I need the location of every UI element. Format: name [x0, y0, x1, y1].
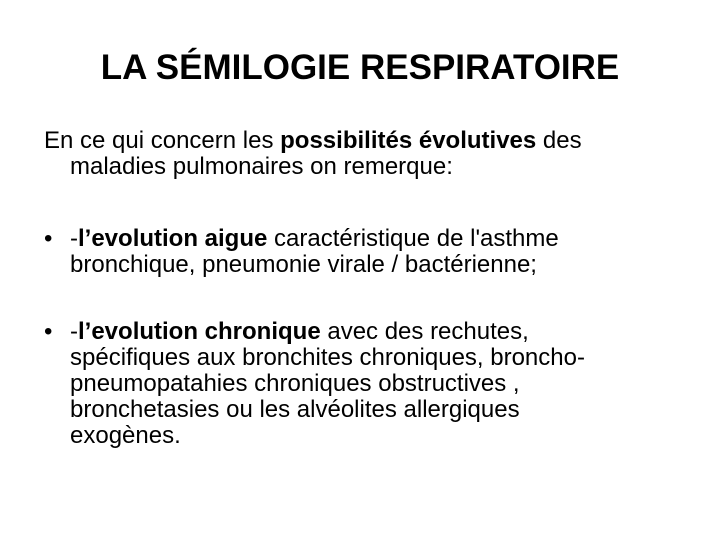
bullet-line-1: [70, 226, 710, 252]
bullet-rest: avec des rechutes,: [320, 318, 529, 345]
bullet-dot: •: [44, 318, 53, 345]
bullet-rest: caractéristique de l'asthme: [267, 225, 559, 252]
bullet-bold: l’evolution aigue: [78, 225, 268, 252]
bullet-line-5: exogènes.: [70, 422, 181, 449]
bullet-line-4: bronchetasies ou les alvéolites allergiques: [70, 396, 520, 423]
bullet-line-2: bronchique, pneumonie virale / bactérienne;: [70, 251, 537, 278]
intro-line-2: maladies pulmonaires on remerque:: [70, 153, 453, 180]
bullet-chronic: [44, 318, 710, 449]
bullet-lead: -: [70, 318, 78, 345]
intro-line-1: [44, 128, 704, 154]
slide-title: LA SÉMILOGIE RESPIRATOIRE: [100, 48, 620, 87]
intro-prefix: En ce qui concern les: [44, 127, 281, 154]
bullet-acute: [44, 225, 710, 278]
bullet-line-1: [70, 319, 710, 345]
intro-suffix: des: [536, 127, 582, 154]
bullet-line-2: spécifiques aux bronchites chroniques, broncho-: [70, 344, 585, 371]
bullet-line-3: pneumopatahies chroniques obstructives ,: [70, 370, 520, 397]
bullet-lead: -: [70, 225, 78, 252]
intro-paragraph: [44, 128, 704, 180]
intro-bold: possibilités évolutives: [280, 127, 537, 154]
bullet-bold: l’evolution chronique: [78, 318, 321, 345]
bullet-dot: •: [44, 225, 53, 252]
